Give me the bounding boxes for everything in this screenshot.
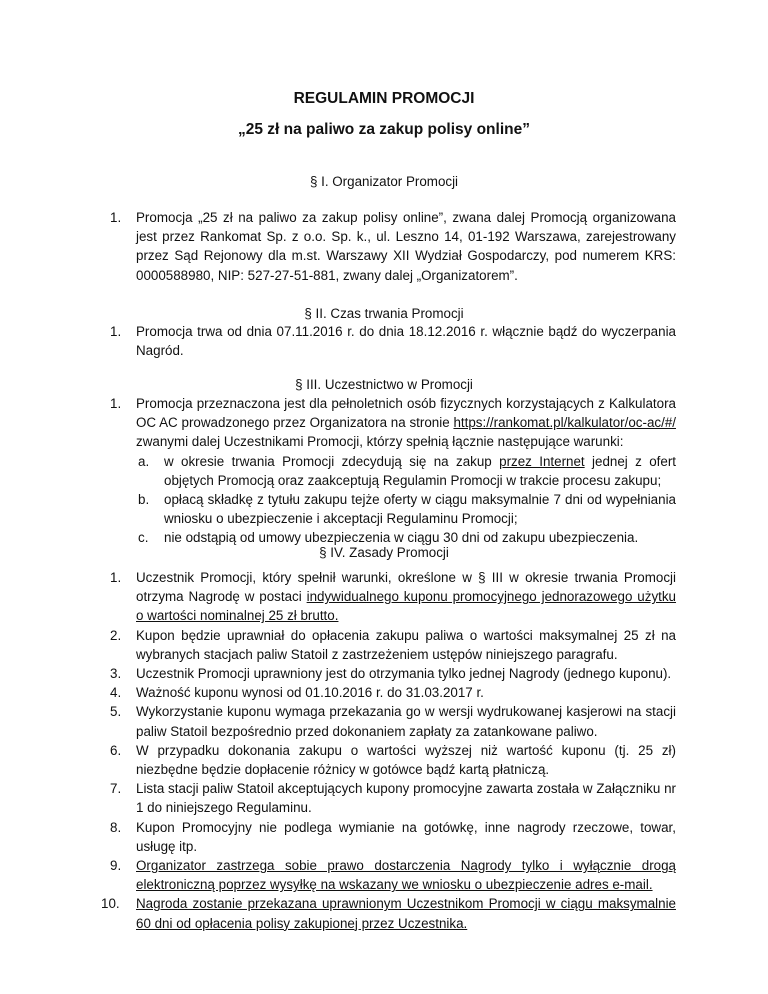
item-text: Promocja trwa od dnia 07.11.2016 r. do dnia 18.12.2016 r. włącznie bądź do wyczerpania Nagród.	[136, 324, 676, 359]
section-heading-3: § III. Uczestnictwo w Promocji	[295, 377, 473, 392]
item-underlined: Nagroda zostanie przekazana uprawnionym Uczestnikom Promocji w ciągu maksymalnie 60 dni od opłacenia polisy zakupionej przez Uczestnika.	[136, 896, 676, 931]
item-underlined: Organizator zastrzega sobie prawo dostarczenia Nagrody tylko i wyłącznie drogą elektroniczną poprzez wysyłkę na wskazany we wniosku o ubezpieczenie adres e-mail.	[136, 858, 676, 893]
list-item	[110, 779, 676, 817]
item-text-after: zwanymi dalej Uczestnikami Promocji, którzy spełnią łącznie następujące warunki:	[136, 434, 624, 450]
item-text: Wykorzystanie kuponu wymaga przekazania go w wersji wydrukowanej kasjerowi na stacji paliw Statoil bezpośrednio przed dokonaniem zapłaty za zatankowane paliwo.	[136, 704, 676, 739]
sub-item-letter: a.	[138, 453, 150, 469]
list-item	[110, 664, 676, 683]
item-number: 4.	[110, 685, 122, 701]
list-item	[110, 394, 676, 452]
section-3-body	[110, 394, 676, 548]
list-item	[110, 702, 676, 740]
sub-item-underlined: przez Internet	[499, 453, 585, 469]
item-text: Lista stacji paliw Statoil akceptujących kupony promocyjne zawarta została w Załączniku nr 1 do niniejszego Regulaminu.	[136, 781, 676, 816]
sub-item-text-before: w okresie trwania Promocji zdecydują się na zakup	[164, 453, 500, 469]
sub-item-letter: c.	[138, 530, 149, 546]
section-1-body	[110, 208, 676, 285]
item-number: 1.	[110, 324, 122, 339]
item-number: 10.	[101, 896, 120, 912]
document-subtitle: „25 zł na paliwo za zakup polisy online”	[238, 121, 530, 138]
sub-list-item	[136, 452, 676, 490]
section-heading-2: § II. Czas trwania Promocji	[304, 306, 464, 321]
list-item	[110, 322, 676, 360]
sub-item-text: opłacą składkę z tytułu zakupu tejże oferty w ciągu maksymalnie 7 dni od wypełniania wniosku o ubezpieczenie i akceptacji Regulaminu Promocji;	[164, 492, 676, 527]
list-item	[110, 208, 676, 285]
item-number: 6.	[110, 742, 122, 758]
item-number: 2.	[110, 627, 122, 643]
item-number: 1.	[110, 570, 122, 585]
item-number: 9.	[110, 858, 122, 874]
item-text-before: Promocja przeznaczona jest dla pełnoletnich osób fizycznych korzystających z Kalkulatora OC AC prowadzonego przez Organizatora na stronie	[136, 396, 676, 431]
item-number: 1.	[110, 396, 122, 411]
list-item	[110, 818, 676, 856]
item-number: 5.	[110, 704, 122, 720]
sub-item-text: nie odstąpią od umowy ubezpieczenia w ciągu 30 dni od zakupu ubezpieczenia.	[164, 530, 639, 546]
list-item	[110, 683, 676, 702]
list-item	[101, 894, 676, 932]
document-title: REGULAMIN PROMOCJI	[293, 90, 475, 107]
item-text: Promocja „25 zł na paliwo za zakup polisy online”, zwana dalej Promocją organizowana jest przez Rankomat Sp. z o.o. Sp. k., ul. Leszno 14, 01-192 Warszawa, zarejestrowany przez Sąd Rejonowy dla m.st. Warszawy XII Wydział Gospodarczy, pod numerem KRS: 0000588980, NIP: 527-27-51-881, zwany dalej „Organizatorem”.	[136, 210, 676, 283]
item-number: 7.	[110, 781, 122, 797]
section-heading-1: § I. Organizator Promocji	[309, 174, 459, 189]
list-item	[110, 856, 676, 894]
item-text: Kupon będzie uprawniał do opłacenia zakupu paliwa o wartości maksymalnej 25 zł na wybranych stacjach paliw Statoil z zastrzeżeniem ustępów niniejszego paragrafu.	[136, 627, 676, 662]
sub-item-text-after: jednej z ofert objętych Promocją oraz zaakceptują Regulamin Promocji w trakcie procesu zakupu;	[164, 453, 677, 488]
section-2-body	[110, 322, 676, 360]
section-4-body	[101, 568, 677, 933]
sub-item-letter: b.	[138, 492, 150, 508]
item-text: Uczestnik Promocji uprawniony jest do otrzymania tylko jednej Nagrody (jednego kuponu).	[136, 666, 672, 682]
item-number: 8.	[110, 819, 122, 835]
item-text-before: Uczestnik Promocji, który spełnił warunki, określone w § III w okresie trwania Promocji otrzyma Nagrodę w postaci	[136, 570, 676, 605]
list-item	[110, 568, 676, 626]
item-underlined: indywidualnego kuponu promocyjnego jednorazowego użytku o wartości nominalnej 25 zł brutto.	[136, 589, 677, 624]
item-number: 1.	[110, 210, 122, 225]
section-heading-4: § IV. Zasady Promocji	[319, 545, 449, 560]
item-number: 3.	[110, 666, 122, 682]
list-item	[110, 626, 676, 664]
calculator-link[interactable]: https://rankomat.pl/kalkulator/oc-ac/#/	[453, 415, 676, 431]
item-text: Ważność kuponu wynosi od 01.10.2016 r. do 31.03.2017 r.	[136, 685, 484, 701]
item-text: W przypadku dokonania zakupu o wartości wyższej niż wartość kuponu (tj. 25 zł) niezbędne będzie dopłacenie różnicy w gotówce bądź kartą płatniczą.	[136, 742, 676, 778]
list-item	[110, 741, 676, 779]
item-text: Kupon Promocyjny nie podlega wymianie na gotówkę, inne nagrody rzeczowe, towar, usługę itp.	[136, 819, 676, 854]
sub-list-item	[136, 490, 676, 528]
